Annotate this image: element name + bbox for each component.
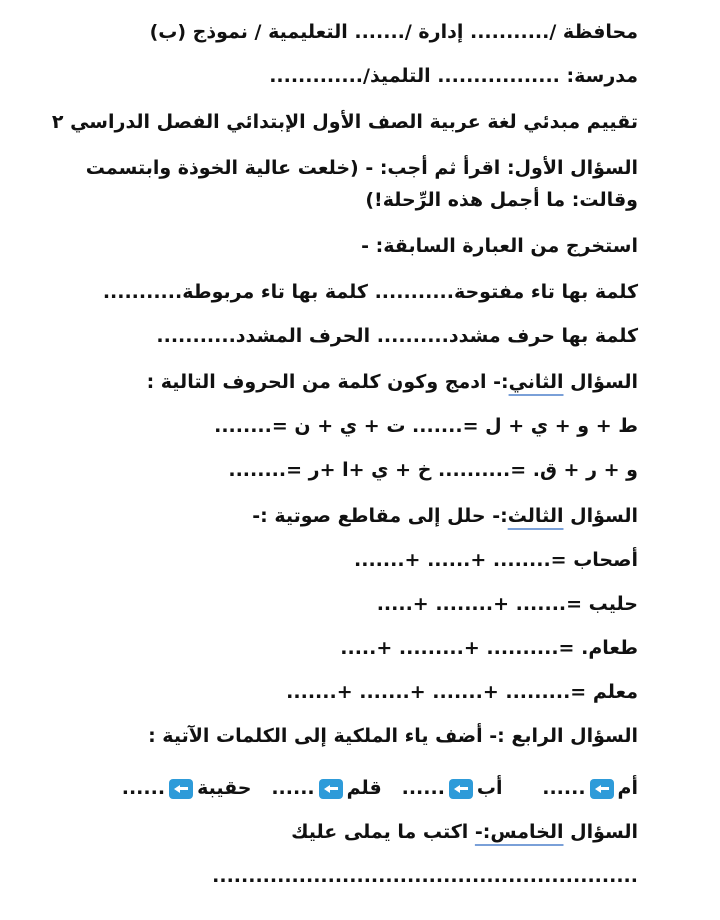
q2-row-2: و + ر + ق. =.......... خ + ي +ا +ر =........ — [228, 459, 638, 481]
q2-number: الثاني — [508, 371, 564, 393]
q3-row-4: معلم =......... +....... +....... +....... — [286, 681, 638, 703]
q4-heading: السؤال الرابع :- أضف ياء الملكية إلى الكلمات الآتية : — [148, 725, 638, 747]
q1-row-2: كلمة بها حرف مشدد.......... الحرف المشدد........... — [156, 325, 638, 347]
q4-word-1: أم — [617, 777, 638, 799]
q3-instruction: :- حلل إلى مقاطع صوتية :- — [252, 505, 508, 527]
q3-row-1: أصحاب =........ +...... +....... — [354, 549, 638, 571]
q5-instruction: اكتب ما يملى عليك — [291, 821, 475, 843]
q3-number: الثالث — [507, 505, 564, 527]
q1-text-continued: وقالت: ما أجمل هذه الرِّحلة!) — [365, 189, 638, 211]
q1-row-1: كلمة بها تاء مفتوحة........... كلمة بها تاء مربوطة........... — [102, 281, 638, 303]
left-arrow-icon — [169, 779, 193, 799]
header-governorate-line: محافظة /........... إدارة /....... التعليمية / نموذج (ب) — [149, 21, 638, 43]
q5-prefix: السؤال — [563, 821, 638, 843]
q1-instruction: استخرج من العبارة السابقة: - — [361, 235, 638, 257]
q5-heading — [70, 814, 638, 850]
q5-number: الخامس:- — [474, 821, 564, 843]
q3-heading — [70, 498, 638, 534]
q4-blank-3: ...... — [271, 777, 315, 799]
q4-blank-1: ...... — [542, 777, 586, 799]
q1-line — [70, 150, 638, 186]
q1-text: اقرأ ثم أجب: - (خلعت عالية الخوذة وابتسمت — [85, 157, 501, 179]
q4-word-2: أب — [476, 777, 503, 799]
q2-instruction: :- ادمج وكون كلمة من الحروف التالية : — [146, 371, 509, 393]
left-arrow-icon — [319, 779, 343, 799]
q2-heading — [70, 364, 638, 400]
q2-row-1: ط + و + ي + ل =....... ت + ي + ن =........ — [214, 415, 638, 437]
header-school-line: مدرسة: ................. التلميذ/............. — [269, 65, 638, 87]
q3-prefix: السؤال — [563, 505, 638, 527]
q4-word-3: قلم — [346, 777, 382, 799]
q3-row-3: طعام. =.......... +......... +..... — [340, 637, 638, 659]
q3-row-2: حليب =....... +........ +..... — [376, 593, 638, 615]
worksheet-title: تقييم مبدئي لغة عربية الصف الأول الإبتدائي الفصل الدراسي ٢ — [51, 111, 638, 133]
q4-blank-4: ...... — [121, 777, 166, 799]
q4-row — [70, 770, 638, 806]
q4-word-4: حقيبة — [197, 777, 252, 799]
q5-answer-line: ........................................................... — [212, 865, 638, 887]
q2-prefix: السؤال — [563, 371, 638, 393]
q4-blank-2: ...... — [401, 777, 445, 799]
left-arrow-icon — [590, 779, 614, 799]
left-arrow-icon — [449, 779, 473, 799]
q1-label: السؤال الأول: — [506, 157, 638, 179]
